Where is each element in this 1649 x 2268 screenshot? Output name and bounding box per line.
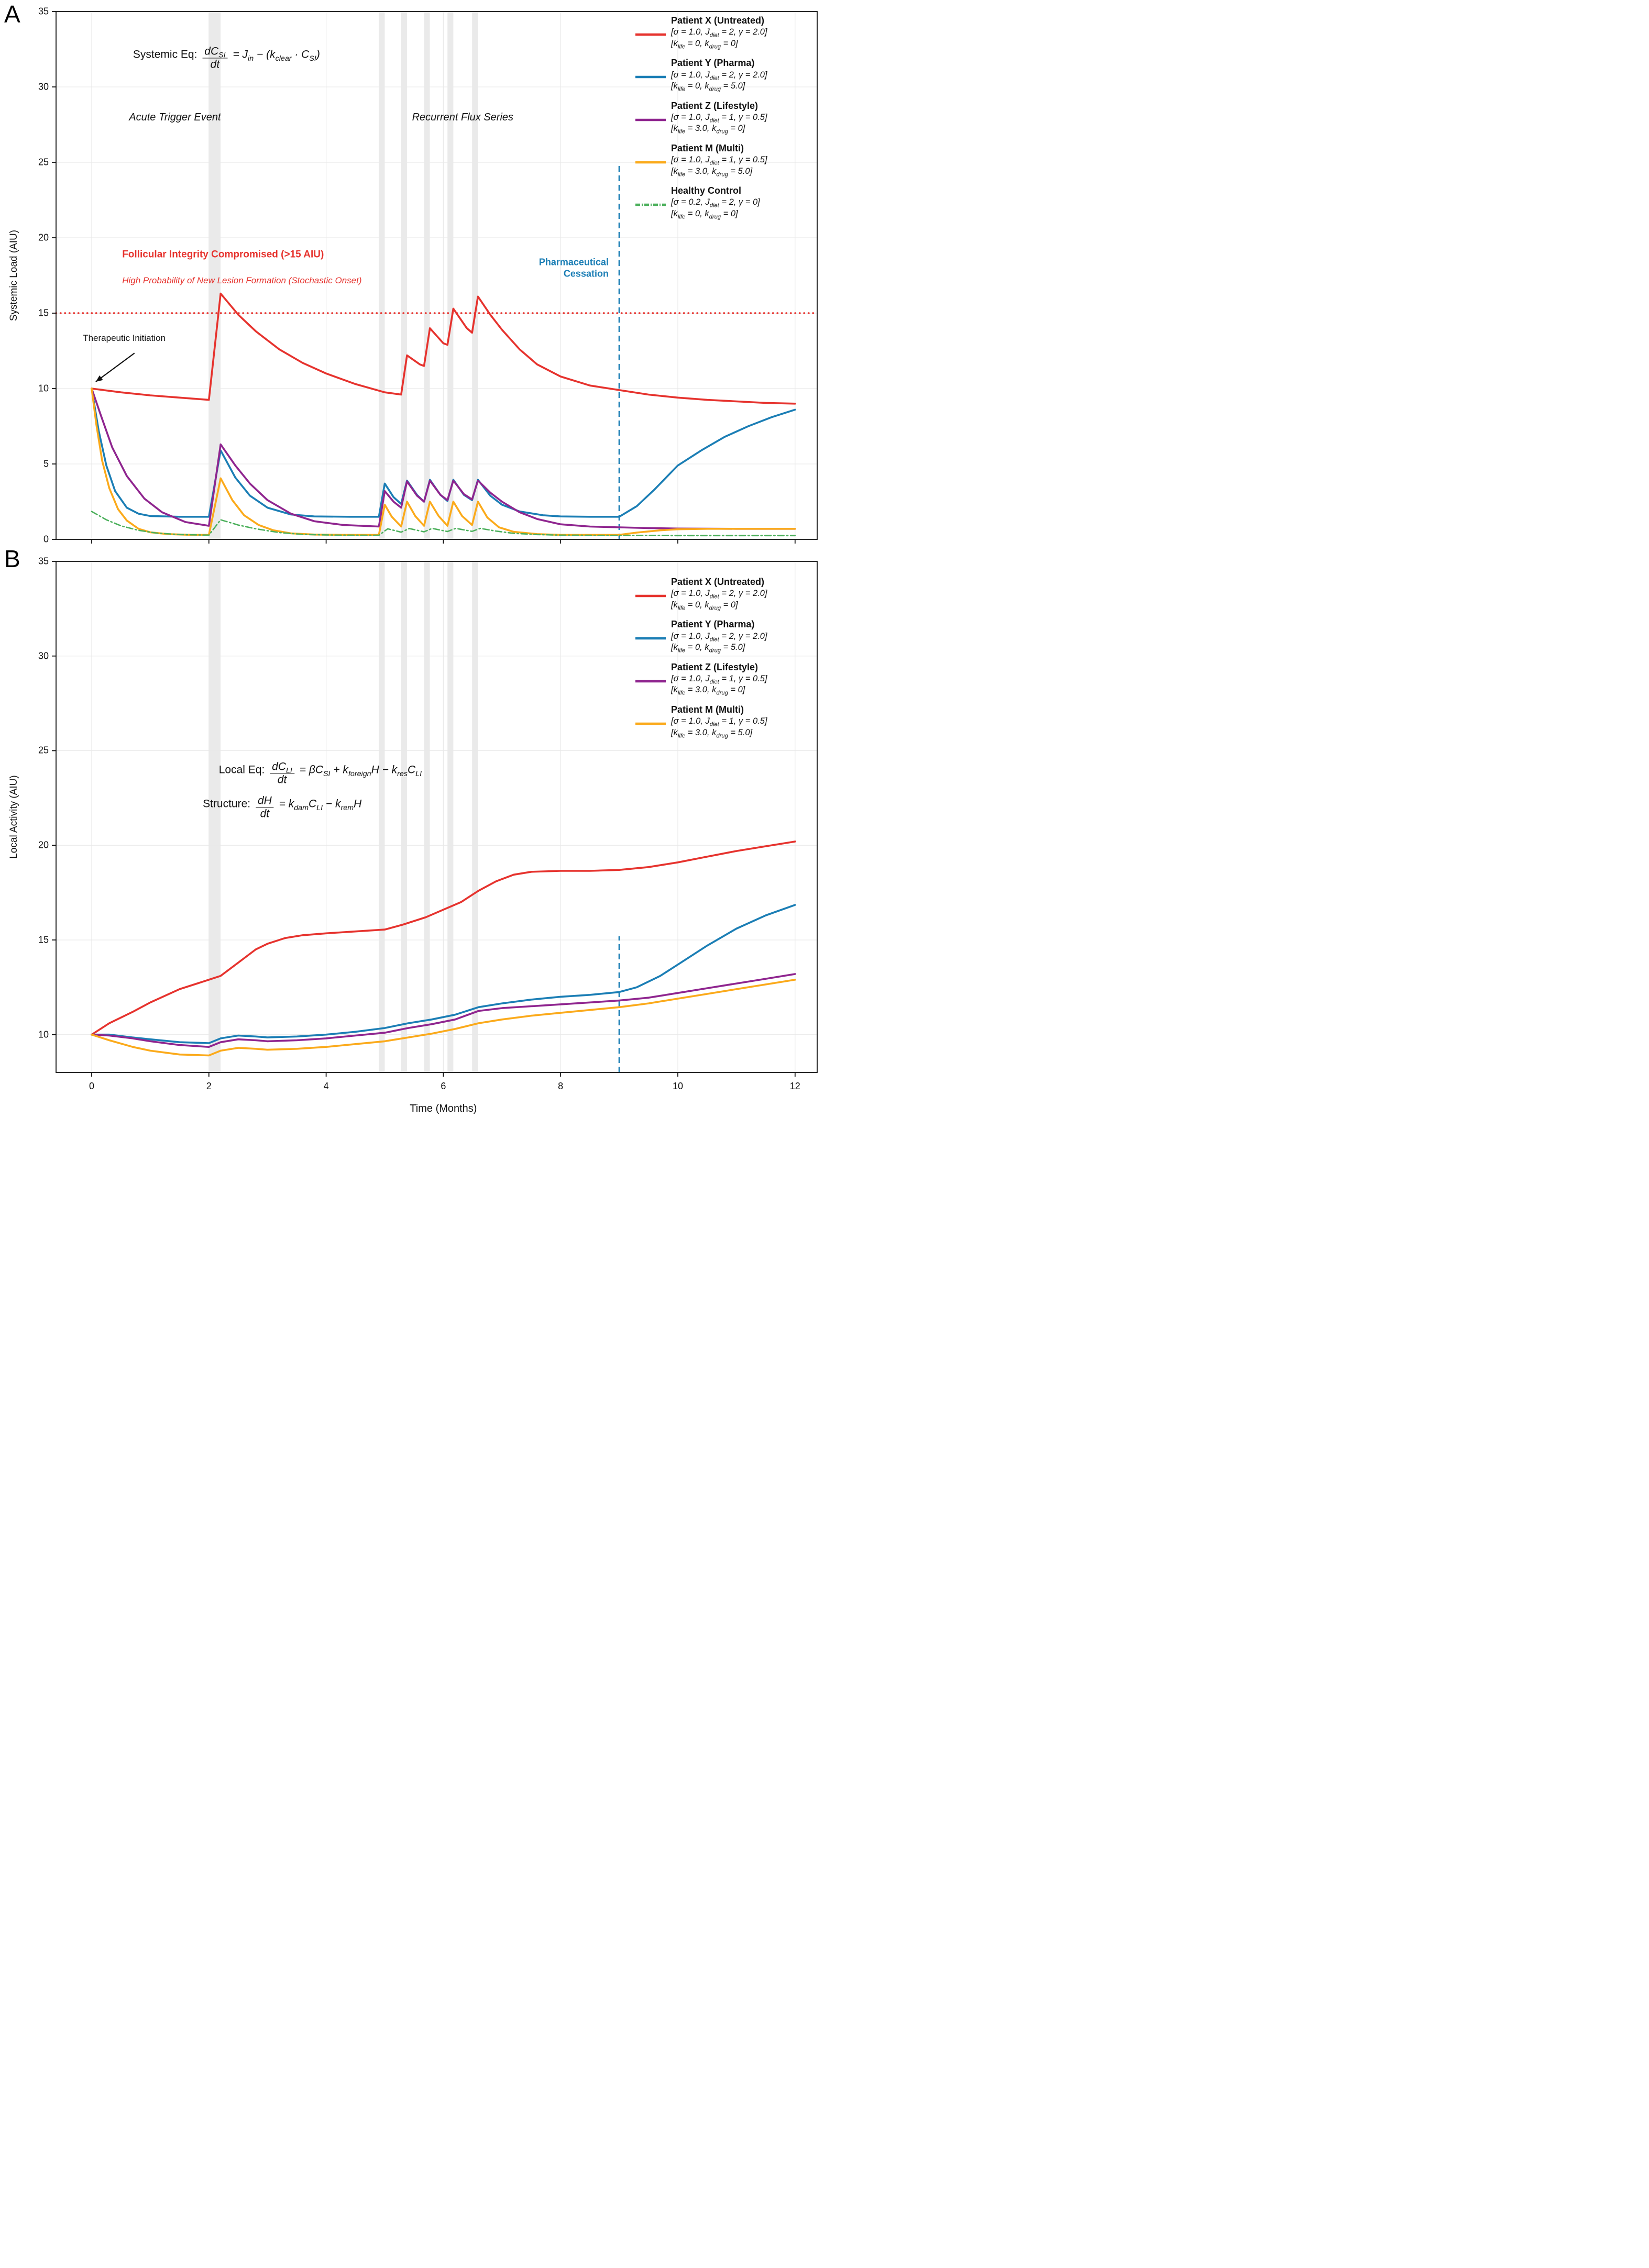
legend-entry xyxy=(634,576,815,611)
lesion-probability-annotation: High Probability of New Lesion Formation (Stochastic Onset) xyxy=(122,275,362,286)
event-band xyxy=(424,561,430,1072)
systemic-equation: Systemic Eq: $\frac{dC_{SI}}{dt}$ = $J_{in} - (k_{clear} \cdot C_{SI})$ xyxy=(133,45,320,71)
legend-line-swatch xyxy=(634,576,671,601)
therapeutic-arrowhead xyxy=(96,375,103,382)
legend-entry-title: Patient M (Multi) xyxy=(671,704,744,715)
legend-entry-params-2: [$k_{life} = 3.0$, $k_{drug} = 0$] xyxy=(671,124,745,135)
legend-entry-title: Patient X (Untreated) xyxy=(671,15,765,26)
legend-entry xyxy=(634,142,815,177)
event-band xyxy=(401,561,407,1072)
y-tick-label: 20 xyxy=(38,839,49,850)
panel-b-y-axis-label: Local Activity (AIU) xyxy=(8,775,19,859)
legend-entry-params-2: [$k_{life} = 0$, $k_{drug} = 0$] xyxy=(671,600,738,612)
x-tick-label: 10 xyxy=(672,1081,684,1091)
y-tick-label: 30 xyxy=(38,81,49,92)
legend-line-swatch xyxy=(634,142,671,168)
legend-entry xyxy=(634,15,815,49)
legend-entry-params-2: [$k_{life} = 3.0$, $k_{drug} = 0$] xyxy=(671,685,745,696)
local-equation: Local Eq: $\frac{dC_{LI}}{dt}$ = $\beta C_{SI} + k_{foreign}H - k_{res}C_{LI}$ xyxy=(218,760,422,786)
event-band xyxy=(472,12,478,539)
legend-line-swatch xyxy=(634,618,671,644)
legend-entry-params-1: [σ = 0.2, $J_{diet} = 2$, γ = 0] xyxy=(671,197,760,209)
legend-entry-params-2: [$k_{life} = 3.0$, $k_{drug} = 5.0$] xyxy=(671,727,753,739)
panel-a-y-axis-label: Systemic Load (AIU) xyxy=(8,229,19,322)
acute-trigger-annotation: Acute Trigger Event xyxy=(129,111,221,123)
legend-entry-params-2: [$k_{life} = 3.0$, $k_{drug} = 5.0$] xyxy=(671,166,753,178)
legend-entry-title: Patient Y (Pharma) xyxy=(671,58,755,69)
y-tick-label: 10 xyxy=(38,383,49,394)
pharmaceutical-cessation-annotation xyxy=(539,256,609,280)
figure xyxy=(0,0,824,1134)
legend-entry xyxy=(634,100,815,135)
therapeutic-initiation-annotation: Therapeutic Initiation xyxy=(83,333,166,343)
event-band xyxy=(424,12,430,539)
panel-b-label: B xyxy=(4,545,20,572)
x-tick-label: 8 xyxy=(558,1081,564,1091)
y-tick-label: 20 xyxy=(38,232,49,243)
legend-entry-title: Patient M (Multi) xyxy=(671,142,744,153)
y-tick-label: 5 xyxy=(43,458,49,469)
x-tick-label: 4 xyxy=(323,1081,329,1091)
legend-line-swatch xyxy=(634,57,671,82)
legend-entry xyxy=(634,704,815,738)
legend-entry-params-1: [σ = 1.0, $J_{diet} = 2$, γ = 2.0] xyxy=(671,70,767,81)
event-band xyxy=(447,12,453,539)
legend-entry xyxy=(634,661,815,696)
legend-entry xyxy=(634,618,815,653)
legend-entry-title: Patient X (Untreated) xyxy=(671,577,765,587)
cessation-line-2: Cessation xyxy=(563,268,609,279)
legend-entry-params-1: [σ = 1.0, $J_{diet} = 2$, γ = 2.0] xyxy=(671,631,767,643)
legend-entry-title: Patient Z (Lifestyle) xyxy=(671,100,758,111)
legend-entry-params-1: [σ = 1.0, $J_{diet} = 1$, γ = 0.5] xyxy=(671,155,767,167)
x-tick-label: 2 xyxy=(206,1081,212,1091)
panel-a-legend xyxy=(634,15,815,227)
legend-line-swatch xyxy=(634,185,671,210)
structure-equation: Structure: $\frac{dH}{dt}$ = $k_{dam}C_{LI} - k_{rem}H$ xyxy=(203,794,362,820)
y-tick-label: 25 xyxy=(38,745,49,756)
recurrent-flux-annotation: Recurrent Flux Series xyxy=(412,111,514,123)
legend-entry-title: Healthy Control xyxy=(671,185,742,196)
event-band xyxy=(379,561,384,1072)
y-tick-label: 35 xyxy=(38,6,49,17)
event-band xyxy=(379,12,384,539)
y-tick-label: 30 xyxy=(38,650,49,661)
event-band xyxy=(472,561,478,1072)
y-tick-label: 15 xyxy=(38,934,49,945)
y-tick-label: 10 xyxy=(38,1029,49,1040)
legend-entry-params-1: [σ = 1.0, $J_{diet} = 1$, γ = 0.5] xyxy=(671,716,767,728)
threshold-warning-annotation: Follicular Integrity Compromised (>15 AIU) xyxy=(122,249,324,260)
event-band xyxy=(447,561,453,1072)
x-tick-label: 0 xyxy=(89,1081,95,1091)
legend-entry-params-1: [σ = 1.0, $J_{diet} = 1$, γ = 0.5] xyxy=(671,673,767,685)
therapeutic-arrow xyxy=(96,353,135,382)
x-axis-label: Time (Months) xyxy=(410,1103,477,1114)
panel-a-label: A xyxy=(4,1,20,28)
legend-entry-title: Patient Y (Pharma) xyxy=(671,619,755,630)
legend-entry xyxy=(634,57,815,92)
y-tick-label: 0 xyxy=(43,534,49,545)
y-tick-label: 15 xyxy=(38,307,49,318)
legend-entry-params-2: [$k_{life} = 0$, $k_{drug} = 5.0$] xyxy=(671,81,745,93)
y-tick-label: 35 xyxy=(38,556,49,567)
y-tick-label: 25 xyxy=(38,157,49,168)
panel-b-legend xyxy=(634,576,815,746)
legend-line-swatch xyxy=(634,704,671,729)
event-band xyxy=(401,12,407,539)
legend-line-swatch xyxy=(634,15,671,40)
legend-line-swatch xyxy=(634,100,671,125)
legend-entry xyxy=(634,185,815,219)
legend-line-swatch xyxy=(634,661,671,687)
legend-entry-params-2: [$k_{life} = 0$, $k_{drug} = 0$] xyxy=(671,208,738,220)
legend-entry-params-2: [$k_{life} = 0$, $k_{drug} = 5.0$] xyxy=(671,643,745,654)
legend-entry-params-1: [σ = 1.0, $J_{diet} = 2$, γ = 2.0] xyxy=(671,27,767,39)
cessation-line-1: Pharmaceutical xyxy=(538,257,609,268)
legend-entry-params-1: [σ = 1.0, $J_{diet} = 2$, γ = 2.0] xyxy=(671,589,767,600)
legend-entry-params-2: [$k_{life} = 0$, $k_{drug} = 0$] xyxy=(671,38,738,50)
x-tick-label: 12 xyxy=(789,1081,800,1091)
legend-entry-title: Patient Z (Lifestyle) xyxy=(671,661,758,672)
legend-entry-params-1: [σ = 1.0, $J_{diet} = 1$, γ = 0.5] xyxy=(671,112,767,124)
x-tick-label: 6 xyxy=(441,1081,446,1091)
